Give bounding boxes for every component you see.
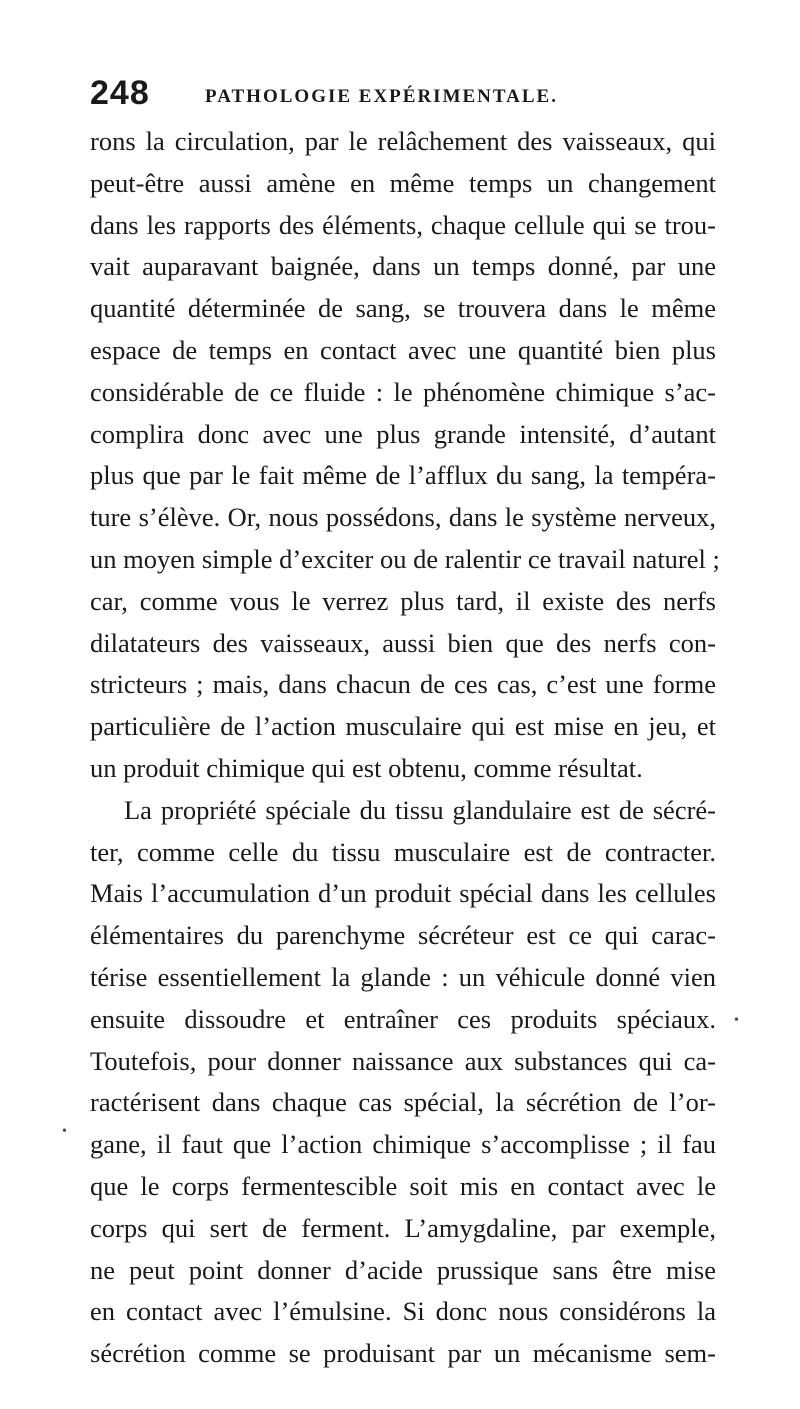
text-line: ture s’élève. Or, nous possédons, dans le système nerveux, (90, 502, 716, 533)
margin-speck-mark: • (62, 1124, 67, 1139)
text-line: complira donc avec une plus grande intensité, d’autant (90, 418, 716, 449)
text-line: gane, il faut que l’action chimique s’accomplisse ; il fau (90, 1129, 716, 1160)
text-line: plus que par le fait même de l’afflux du sang, la tempéra- (90, 460, 716, 491)
text-line: rons la circulation, par le relâchement des vaisseaux, qui (90, 126, 716, 156)
page-number: 248 (90, 74, 150, 112)
page-header (90, 74, 710, 114)
text-line: que le corps fermentescible soit mis en contact avec le (90, 1170, 716, 1201)
text-line: un produit chimique qui est obtenu, comme résultat. (90, 752, 643, 783)
text-line: La propriété spéciale du tissu glandulaire est de sécré- (124, 794, 716, 825)
text-line: quantité déterminée de sang, se trouvera dans le même (90, 293, 716, 324)
text-line: peut-être aussi amène en même temps un changement (90, 167, 716, 198)
text-line: élémentaires du parenchyme sécréteur est ce qui carac- (90, 920, 716, 951)
text-line: ensuite dissoudre et entraîner ces produits spéciaux. (90, 1003, 716, 1034)
text-line: stricteurs ; mais, dans chacun de ces cas, c’est une forme (90, 669, 716, 700)
text-line: térise essentiellement la glande : un véhicule donné vien (90, 961, 716, 992)
text-line: espace de temps en contact avec une quantité bien plus (90, 334, 716, 365)
text-line: Toutefois, pour donner naissance aux substances qui ca- (90, 1045, 716, 1076)
body-text (90, 121, 720, 1375)
text-line: ractérisent dans chaque cas spécial, la sécrétion de l’or- (90, 1087, 716, 1118)
text-line: en contact avec l’émulsine. Si donc nous considérons la (90, 1296, 716, 1327)
text-line: corps qui sert de ferment. L’amygdaline, par exemple, (90, 1212, 716, 1243)
text-line: considérable de ce fluide : le phénomène chimique s’ac- (90, 376, 716, 407)
text-line: dans les rapports des éléments, chaque cellule qui se trou- (90, 209, 716, 240)
margin-speck-mark: • (734, 1013, 739, 1028)
text-line: ter, comme celle du tissu musculaire est de contracter. (90, 836, 716, 867)
running-title: PATHOLOGIE EXPÉRIMENTALE. (205, 86, 558, 107)
text-line: vait auparavant baignée, dans un temps donné, par une (90, 251, 716, 282)
text-line: dilatateurs des vaisseaux, aussi bien que des nerfs con- (90, 627, 716, 658)
text-line: car, comme vous le verrez plus tard, il existe des nerfs (90, 585, 716, 616)
text-line: Mais l’accumulation d’un produit spécial dans les cellules (90, 878, 716, 909)
text-line: un moyen simple d’exciter ou de ralentir ce travail naturel ; (90, 543, 720, 574)
text-line: ne peut point donner d’acide prussique sans être mise (90, 1254, 716, 1285)
text-line: sécrétion comme se produisant par un mécanisme sem- (90, 1338, 716, 1369)
text-line: particulière de l’action musculaire qui est mise en jeu, et (90, 711, 716, 742)
